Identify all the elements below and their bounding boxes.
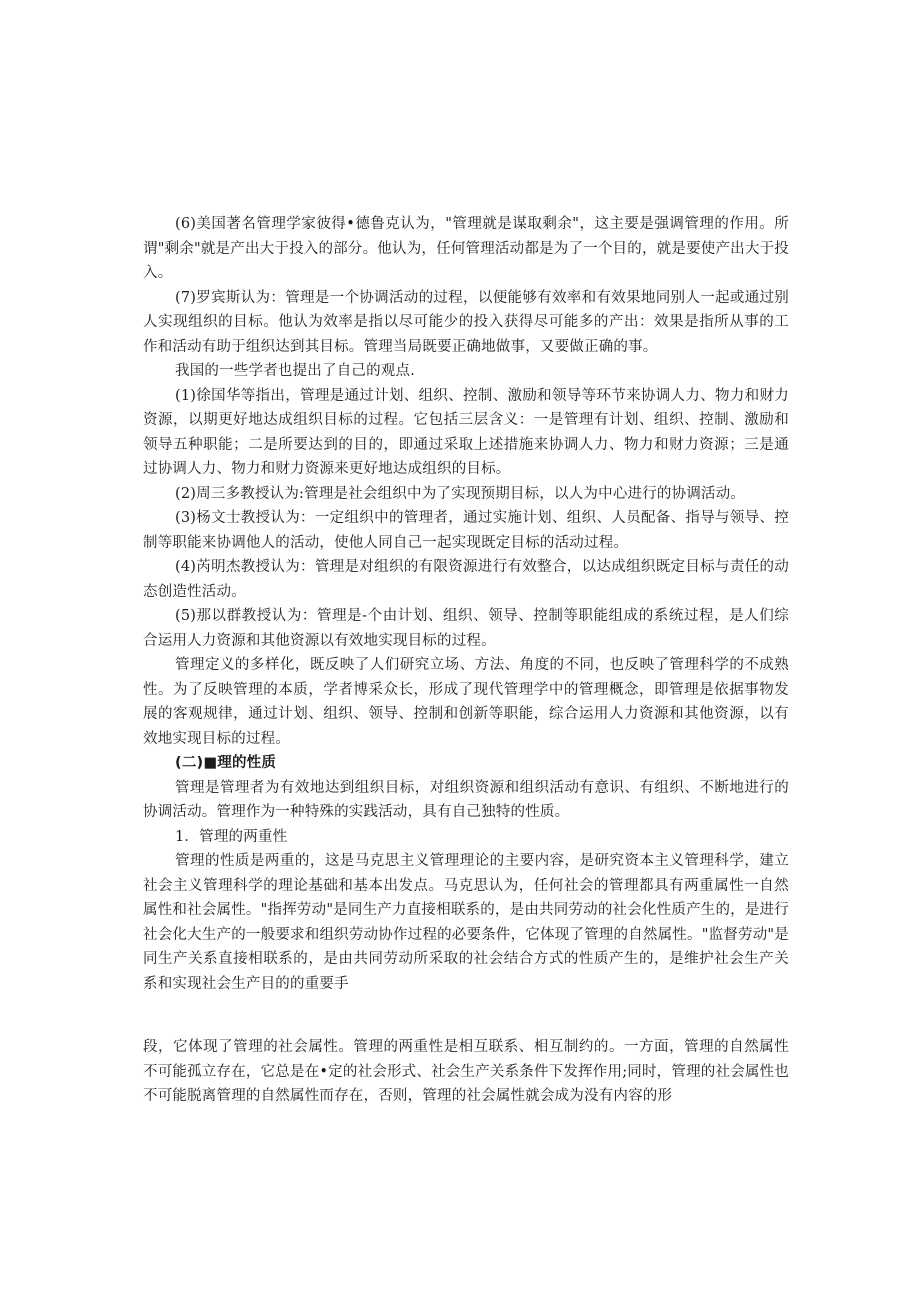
paragraph-na-yiqun: (5)那以群教授认为：管理是-个由计划、组织、领导、控制等职能组成的系统过程，是人们综合运用人力资源和其他资源以有效地实现目标的过程。: [143, 608, 789, 649]
main-text-block: [143, 212, 789, 996]
continuation-text-block: [143, 1035, 789, 1109]
paragraph-drucker: (6)美国著名管理学家彼得•德鲁克认为，"管理就是谋取剩余"，这主要是强调管理的作用。所谓"剩余"就是产出大于投入的部分。他认为，任何管理活动都是为了一个目的，就是要使产出大于投入。: [143, 216, 789, 281]
paragraph-section-intro: 管理是管理者为有效地达到组织目标，对组织资源和组织活动有意识、有组织、不断地进行的协调活动。管理作为一种特殊的实践活动，具有自己独特的性质。: [143, 779, 789, 820]
paragraph-zhou-sanduo: (2)周三多教授认为:管理是社会组织中为了实现预期目标，以人为中心进行的协调活动。: [175, 485, 746, 502]
paragraph-definition-summary: 管理定义的多样化，既反映了人们研究立场、方法、角度的不同，也反映了管理科学的不成熟性。为了反映管理的本质，学者博采众长，形成了现代管理学中的管理概念，即管理是依据事物发展的客观规律，通过计划、组织、领导、控制和创新等职能，综合运用人力资源和其他资源，以有效地实现目标的过程。: [143, 657, 789, 747]
paragraph-yang-wenshi: (3)杨文士教授认为：一定组织中的管理者，通过实施计划、组织、人员配备、指导与领导、控制等职能来协调他人的活动，使他人同自己一起实现既定目标的活动过程。: [143, 510, 789, 551]
section-heading: (二)■理的性质: [175, 755, 277, 771]
paragraph-robbins: (7)罗宾斯认为：管理是一个协调活动的过程，以便能够有效率和有效果地同别人一起或通过别人实现组织的目标。他认为效率是指以尽可能少的投入获得尽可能多的产出：效果是指所从事的工作和活动有助于组织达到其目标。管理当局既要正确地做事，又要做正确的事。: [143, 289, 789, 355]
paragraph-duality: 管理的性质是两重的，这是马克思主义管理理论的主要内容，是研究资本主义管理科学，建立社会主义管理科学的理论基础和基本出发点。马克思认为，任何社会的管理都具有两重属性一自然属性和社会属性。"指挥劳动"是同生产力直接相联系的，是由共同劳动的社会化性质产生的，是进行社会化大生产的一般要求和组织劳动协作过程的必要条件，它体现了管理的自然属性。"监督劳动"是同生产关系直接相联系的，是由共同劳动所采取的社会结合方式的性质产生的，是维护社会生产关系和实现社会生产目的的重要手: [143, 853, 789, 992]
paragraph-xu-guohua: (1)徐国华等指出，管理是通过计划、组织、控制、激励和领导等环节来协调人力、物力和财力资源，以期更好地达成组织目标的过程。它包括三层含义：一是管理有计划、组织、控制、激励和领导五种职能；二是所要达到的目的，即通过采取上述措施来协调人力、物力和财力资源；三是通过协调人力、物力和财力资源来更好地达成组织的目标。: [143, 387, 789, 477]
subsection-heading: 1．管理的两重性: [175, 828, 288, 845]
paragraph-chinese-scholars-intro: 我国的一些学者也提出了自己的观点.: [175, 363, 416, 379]
paragraph-rui-mingjie: (4)芮明杰教授认为：管理是对组织的有限资源进行有效整合，以达成组织既定目标与责任的动态创造性活动。: [143, 559, 789, 600]
paragraph-continuation: 段，它体现了管理的社会属性。管理的两重性是相互联系、相互制约的。一方面，管理的自然属性不可能孤立存在，它总是在•定的社会形式、社会生产关系条件下发挥作用;同时，管理的社会属性也不可能脱离管理的自然属性而存在，否则，管理的社会属性就会成为没有内容的形: [143, 1039, 789, 1104]
